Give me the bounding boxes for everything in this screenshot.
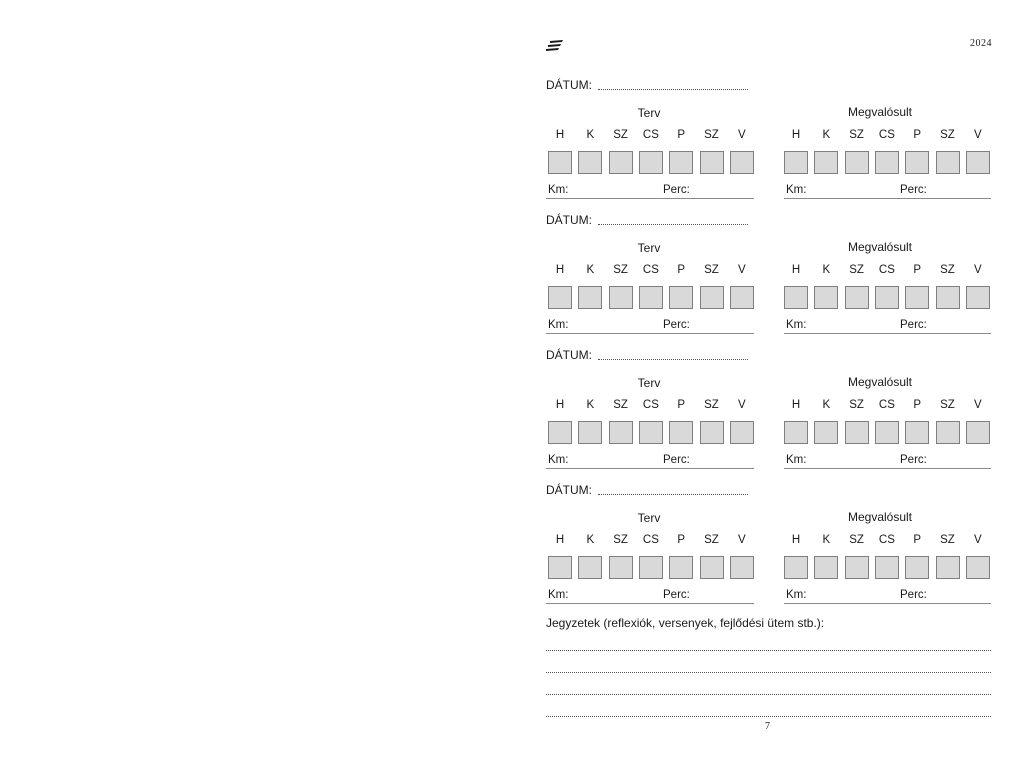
actual-day-letter: CS: [878, 264, 895, 276]
plan-label: Terv: [637, 241, 661, 255]
actual-day-box[interactable]: [936, 556, 960, 579]
plan-day-letter: V: [737, 129, 746, 141]
actual-day-box[interactable]: [936, 151, 960, 174]
plan-day-box[interactable]: [669, 286, 693, 309]
actual-day-letter: SZ: [940, 264, 955, 276]
plan-day-box[interactable]: [548, 151, 572, 174]
actual-minutes-label: Perc:: [900, 589, 927, 601]
actual-day-letter: H: [791, 534, 801, 546]
actual-day-letter: K: [822, 534, 831, 546]
plan-minutes-label: Perc:: [663, 589, 690, 601]
actual-label: Megvalósult: [847, 240, 913, 254]
week-date-line: [546, 78, 748, 92]
plan-minutes-label: Perc:: [663, 319, 690, 331]
plan-day-box[interactable]: [578, 556, 602, 579]
actual-km-underline[interactable]: [784, 333, 991, 334]
actual-day-letter: SZ: [940, 399, 955, 411]
actual-label: Megvalósult: [847, 510, 913, 524]
plan-day-box[interactable]: [609, 151, 633, 174]
plan-km-underline[interactable]: [546, 603, 754, 604]
date-input-line[interactable]: [598, 494, 748, 495]
actual-minutes-label: Perc:: [900, 319, 927, 331]
actual-day-box[interactable]: [875, 151, 899, 174]
plan-day-letter: CS: [642, 264, 659, 276]
plan-day-letter: K: [586, 129, 595, 141]
plan-day-box[interactable]: [639, 286, 663, 309]
date-input-line[interactable]: [598, 89, 748, 90]
actual-km-underline[interactable]: [784, 198, 991, 199]
plan-day-letter: K: [586, 399, 595, 411]
plan-day-letter: P: [677, 534, 686, 546]
plan-day-letter: SZ: [704, 129, 719, 141]
actual-minutes-label: Perc:: [900, 454, 927, 466]
plan-km-label: Km:: [548, 319, 569, 331]
plan-day-box[interactable]: [669, 151, 693, 174]
plan-day-letter: H: [555, 534, 565, 546]
notes-title: Jegyzetek (reflexiók, versenyek, fejlődési ütem stb.):: [546, 616, 825, 630]
plan-day-box[interactable]: [578, 421, 602, 444]
actual-day-box[interactable]: [784, 421, 808, 444]
actual-km-underline[interactable]: [784, 468, 991, 469]
plan-day-letter: P: [677, 399, 686, 411]
plan-day-box[interactable]: [639, 556, 663, 579]
actual-day-letter: P: [913, 264, 922, 276]
plan-day-letter: SZ: [704, 399, 719, 411]
date-label: DÁTUM:: [546, 213, 592, 227]
actual-day-letter: SZ: [849, 129, 864, 141]
actual-day-box[interactable]: [966, 421, 990, 444]
actual-day-box[interactable]: [784, 286, 808, 309]
actual-day-box[interactable]: [875, 286, 899, 309]
actual-day-letter: CS: [878, 129, 895, 141]
date-input-line[interactable]: [598, 224, 748, 225]
actual-day-letter: SZ: [849, 534, 864, 546]
plan-day-letter: H: [555, 399, 565, 411]
plan-day-letter: CS: [642, 129, 659, 141]
plan-day-box[interactable]: [730, 151, 754, 174]
week-date-line: [546, 213, 748, 227]
plan-day-box[interactable]: [609, 286, 633, 309]
actual-day-letter: SZ: [849, 264, 864, 276]
actual-day-letter: V: [973, 534, 982, 546]
actual-day-letter: P: [913, 399, 922, 411]
actual-minutes-label: Perc:: [900, 184, 927, 196]
plan-day-letter: P: [677, 264, 686, 276]
plan-day-letter: SZ: [613, 264, 628, 276]
actual-day-letter: P: [913, 129, 922, 141]
plan-day-letter: H: [555, 129, 565, 141]
plan-day-letter: P: [677, 129, 686, 141]
plan-day-box[interactable]: [639, 151, 663, 174]
actual-day-box[interactable]: [845, 151, 869, 174]
week-date-line: [546, 483, 748, 497]
plan-day-letter: H: [555, 264, 565, 276]
date-label: DÁTUM:: [546, 78, 592, 92]
plan-km-underline[interactable]: [546, 198, 754, 199]
actual-day-box[interactable]: [845, 421, 869, 444]
actual-day-box[interactable]: [966, 151, 990, 174]
plan-day-box[interactable]: [669, 421, 693, 444]
actual-day-letter: H: [791, 264, 801, 276]
plan-day-box[interactable]: [730, 556, 754, 579]
actual-km-label: Km:: [786, 184, 807, 196]
plan-day-letter: V: [737, 399, 746, 411]
actual-km-label: Km:: [786, 319, 807, 331]
actual-day-box[interactable]: [905, 151, 929, 174]
actual-day-box[interactable]: [966, 556, 990, 579]
plan-day-box[interactable]: [548, 556, 572, 579]
plan-day-letter: K: [586, 264, 595, 276]
actual-day-letter: V: [973, 399, 982, 411]
note-line[interactable]: [546, 650, 991, 651]
actual-day-letter: H: [791, 129, 801, 141]
actual-day-letter: P: [913, 534, 922, 546]
plan-day-box[interactable]: [700, 421, 724, 444]
actual-day-letter: CS: [878, 399, 895, 411]
plan-day-box[interactable]: [700, 556, 724, 579]
plan-km-label: Km:: [548, 589, 569, 601]
actual-day-box[interactable]: [905, 556, 929, 579]
actual-day-box[interactable]: [814, 421, 838, 444]
date-label: DÁTUM:: [546, 348, 592, 362]
actual-day-box[interactable]: [814, 151, 838, 174]
plan-day-box[interactable]: [578, 151, 602, 174]
actual-day-letter: SZ: [849, 399, 864, 411]
plan-day-letter: K: [586, 534, 595, 546]
plan-day-box[interactable]: [609, 556, 633, 579]
plan-km-underline[interactable]: [546, 468, 754, 469]
actual-day-box[interactable]: [936, 421, 960, 444]
plan-km-label: Km:: [548, 184, 569, 196]
plan-day-letter: SZ: [613, 399, 628, 411]
plan-day-letter: V: [737, 264, 746, 276]
actual-day-box[interactable]: [936, 286, 960, 309]
plan-km-label: Km:: [548, 454, 569, 466]
actual-day-letter: SZ: [940, 534, 955, 546]
actual-day-box[interactable]: [875, 421, 899, 444]
week-date-line: [546, 348, 748, 362]
plan-day-letter: V: [737, 534, 746, 546]
plan-day-box[interactable]: [730, 421, 754, 444]
actual-day-box[interactable]: [814, 286, 838, 309]
actual-day-box[interactable]: [784, 556, 808, 579]
actual-label: Megvalósult: [847, 375, 913, 389]
actual-day-box[interactable]: [845, 556, 869, 579]
plan-day-box[interactable]: [669, 556, 693, 579]
plan-label: Terv: [637, 511, 661, 525]
plan-minutes-label: Perc:: [663, 454, 690, 466]
actual-day-box[interactable]: [784, 151, 808, 174]
plan-day-box[interactable]: [639, 421, 663, 444]
plan-label: Terv: [637, 106, 661, 120]
actual-km-label: Km:: [786, 589, 807, 601]
plan-day-letter: SZ: [704, 264, 719, 276]
plan-day-box[interactable]: [730, 286, 754, 309]
plan-minutes-label: Perc:: [663, 184, 690, 196]
plan-day-letter: SZ: [613, 129, 628, 141]
plan-day-letter: CS: [642, 534, 659, 546]
plan-day-box[interactable]: [548, 286, 572, 309]
plan-day-box[interactable]: [548, 421, 572, 444]
actual-day-box[interactable]: [814, 556, 838, 579]
date-input-line[interactable]: [598, 359, 748, 360]
date-label: DÁTUM:: [546, 483, 592, 497]
plan-day-box[interactable]: [609, 421, 633, 444]
actual-day-letter: SZ: [940, 129, 955, 141]
actual-day-letter: K: [822, 399, 831, 411]
actual-day-letter: CS: [878, 534, 895, 546]
actual-km-label: Km:: [786, 454, 807, 466]
actual-day-letter: V: [973, 129, 982, 141]
note-line[interactable]: [546, 672, 991, 673]
plan-day-box[interactable]: [578, 286, 602, 309]
year-label: 2024: [970, 38, 992, 49]
actual-day-letter: V: [973, 264, 982, 276]
note-line[interactable]: [546, 716, 991, 717]
actual-day-box[interactable]: [966, 286, 990, 309]
actual-day-box[interactable]: [845, 286, 869, 309]
plan-km-underline[interactable]: [546, 333, 754, 334]
plan-day-letter: SZ: [704, 534, 719, 546]
plan-label: Terv: [637, 376, 661, 390]
actual-km-underline[interactable]: [784, 603, 991, 604]
actual-day-box[interactable]: [905, 286, 929, 309]
actual-day-box[interactable]: [905, 421, 929, 444]
plan-day-box[interactable]: [700, 286, 724, 309]
actual-day-box[interactable]: [875, 556, 899, 579]
actual-day-letter: H: [791, 399, 801, 411]
plan-day-letter: SZ: [613, 534, 628, 546]
actual-day-letter: K: [822, 129, 831, 141]
actual-label: Megvalósult: [847, 105, 913, 119]
actual-day-letter: K: [822, 264, 831, 276]
note-line[interactable]: [546, 694, 991, 695]
page-number: 7: [765, 721, 770, 732]
plan-day-box[interactable]: [700, 151, 724, 174]
brand-logo-icon: [546, 40, 564, 52]
plan-day-letter: CS: [642, 399, 659, 411]
